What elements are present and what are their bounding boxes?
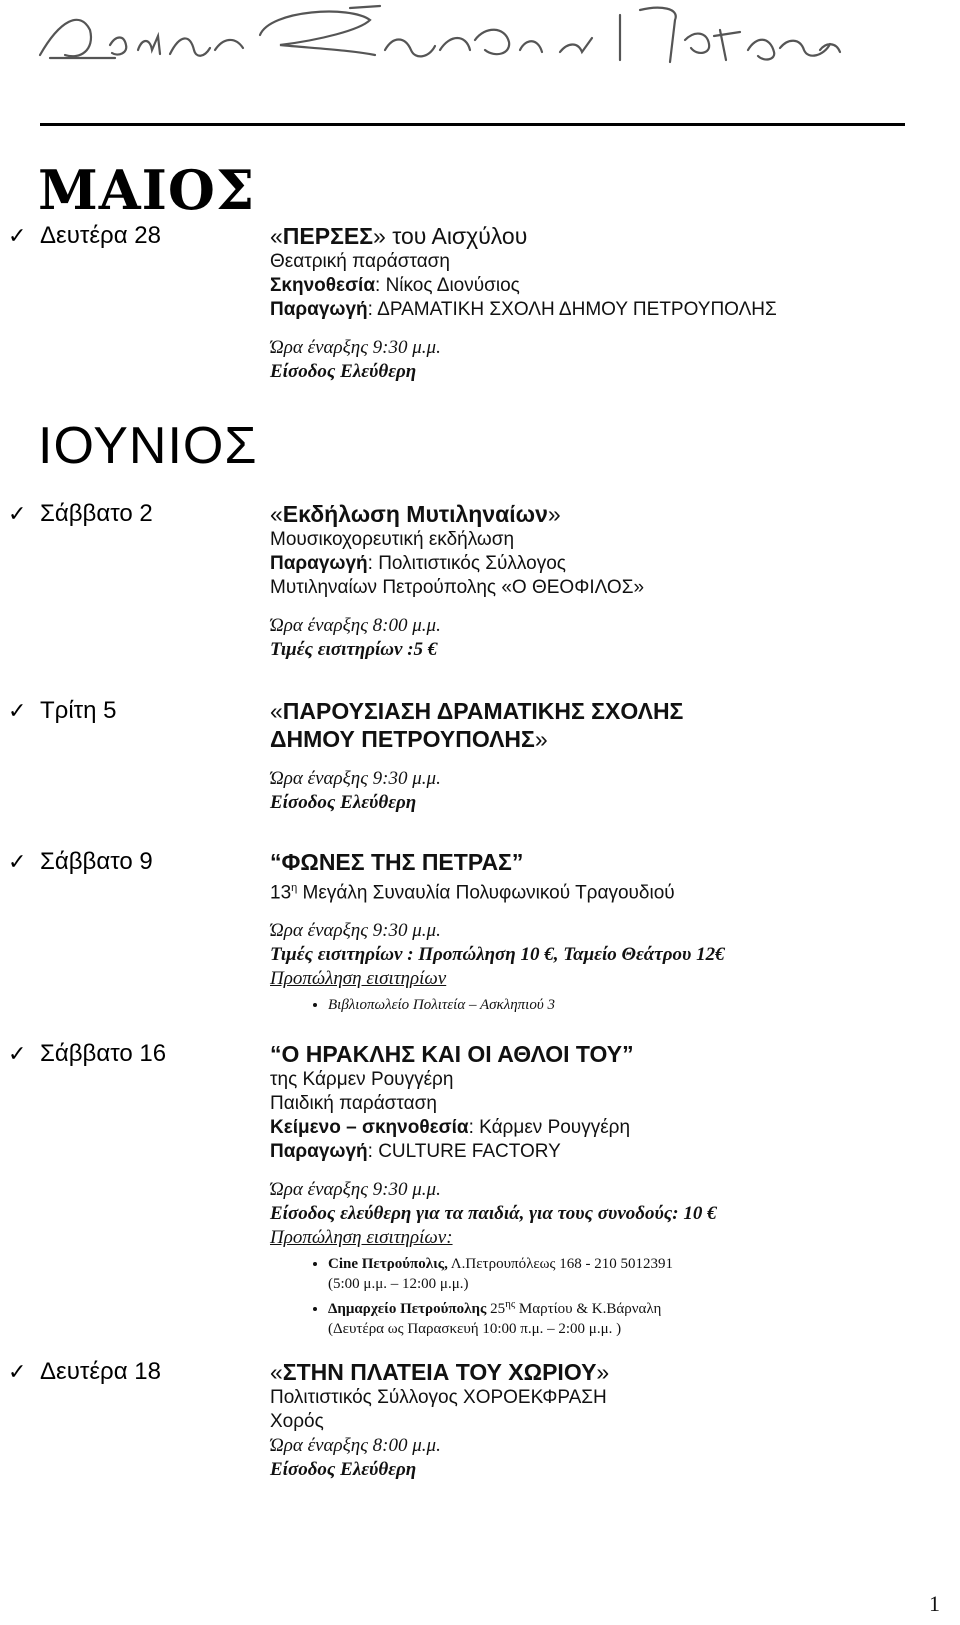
event-type: Παιδική παράσταση bbox=[270, 1093, 437, 1114]
event-day-5 bbox=[8, 1040, 166, 1068]
event-price: Τιμές εισιτηρίων :5 € bbox=[270, 639, 438, 660]
day-label: Σάββατο 16 bbox=[40, 1040, 167, 1067]
checkmark-icon: ✓ bbox=[8, 223, 27, 248]
event-time: Ώρα έναρξης 8:00 μ.μ. bbox=[270, 1435, 441, 1456]
event-presale: Προπώληση εισιτηρίων: bbox=[270, 1227, 453, 1248]
month-heading-june: ΙΟΥΝΙΟΣ bbox=[38, 417, 258, 475]
event-organizer: Πολιτιστικός Σύλλογος ΧΟΡΟΕΚΦΡΑΣΗ bbox=[270, 1387, 607, 1408]
event-day-2 bbox=[8, 500, 153, 528]
page-number: 1 bbox=[929, 1591, 940, 1616]
event-2 bbox=[270, 500, 900, 662]
event-time: Ώρα έναρξης 9:30 μ.μ. bbox=[270, 337, 441, 358]
presale-list bbox=[270, 1254, 900, 1339]
event-type: Θεατρική παράσταση bbox=[270, 251, 450, 272]
event-production: Παραγωγή: ΔΡΑΜΑΤΙΚΗ ΣΧΟΛΗ ΔΗΜΟΥ ΠΕΤΡΟΥΠΟΛΗΣ bbox=[270, 299, 777, 320]
event-title: «ΠΕΡΣΕΣ» του Αισχύλου bbox=[270, 223, 528, 249]
event-title: «Εκδήλωση Μυτιληναίων» bbox=[270, 501, 561, 527]
event-type: Μουσικοχορευτική εκδήλωση bbox=[270, 529, 515, 550]
event-day-6 bbox=[8, 1358, 161, 1386]
event-title: “Ο ΗΡΑΚΛΗΣ ΚΑΙ ΟΙ ΑΘΛΟΙ ΤΟΥ” bbox=[270, 1041, 634, 1067]
checkmark-icon: ✓ bbox=[8, 1359, 27, 1384]
list-item: • Δημαρχείο Πετρούπολης $25^{\eta\varsigma}$ Μαρτίου & Κ.Βάρναλη (Δευτέρα ως Παρασκευή 10:00 π.μ. – 2:00 μ.μ. ) bbox=[328, 1294, 900, 1339]
event-title-cont: ΔΗΜΟΥ ΠΕΤΡΟΥΠΟΛΗΣ» bbox=[270, 726, 548, 752]
event-time: Ώρα έναρξης 9:30 μ.μ. bbox=[270, 1179, 441, 1200]
event-time: Ώρα έναρξης 9:30 μ.μ. bbox=[270, 920, 441, 942]
event-production: Παραγωγή: Πολιτιστικός Σύλλογος bbox=[270, 553, 566, 574]
event-production-cont: Μυτιληναίων Πετρούπολης «Ο ΘΕΟΦΙΛΟΣ» bbox=[270, 577, 645, 598]
event-time: Ώρα έναρξης 9:30 μ.μ. bbox=[270, 768, 441, 789]
presale-list bbox=[270, 995, 900, 1015]
event-5 bbox=[270, 1040, 900, 1339]
event-entry: Είσοδος Ελεύθερη bbox=[270, 1459, 417, 1480]
event-entry: Είσοδος Ελεύθερη bbox=[270, 792, 417, 813]
list-item: • Βιβλιοπωλείο Πολιτεία – Ασκληπιού 3 bbox=[328, 995, 900, 1015]
event-time: Ώρα έναρξης 8:00 μ.μ. bbox=[270, 615, 441, 636]
event-subtitle: $13^\eta$ Μεγάλη Συναυλία Πολυφωνικού Τραγουδιού bbox=[270, 882, 675, 904]
month-heading-may: ΜΑΙΟΣ bbox=[38, 158, 256, 222]
event-6 bbox=[270, 1358, 900, 1482]
header-rule bbox=[40, 123, 905, 126]
event-4 bbox=[270, 848, 900, 1015]
event-1 bbox=[270, 222, 900, 384]
day-label: Σάββατο 9 bbox=[40, 848, 153, 875]
day-label: Δευτέρα 18 bbox=[40, 1358, 161, 1385]
checkmark-icon: ✓ bbox=[8, 501, 27, 526]
event-day-3 bbox=[8, 697, 117, 725]
event-3 bbox=[270, 697, 900, 815]
event-day-1 bbox=[8, 222, 161, 250]
day-label: Δευτέρα 28 bbox=[40, 222, 161, 249]
festival-logo bbox=[20, 0, 870, 75]
checkmark-icon: ✓ bbox=[8, 1041, 27, 1066]
event-day-4 bbox=[8, 848, 153, 876]
event-title: “ΦΩΝΕΣ ΤΗΣ ΠΕΤΡΑΣ” bbox=[270, 849, 524, 875]
day-label: Σάββατο 2 bbox=[40, 500, 153, 527]
event-price: Είσοδος ελεύθερη για τα παιδιά, για τους συνοδούς: 10 € bbox=[270, 1203, 717, 1224]
checkmark-icon: ✓ bbox=[8, 849, 27, 874]
event-title: «ΣΤΗΝ ΠΛΑΤΕΙΑ ΤΟΥ ΧΩΡΙΟΥ» bbox=[270, 1359, 610, 1385]
event-presale: Προπώληση εισιτηρίων bbox=[270, 968, 447, 990]
event-production: Παραγωγή: CULTURE FACTORY bbox=[270, 1141, 561, 1162]
day-label: Τρίτη 5 bbox=[40, 697, 117, 724]
event-entry: Είσοδος Ελεύθερη bbox=[270, 361, 417, 382]
checkmark-icon: ✓ bbox=[8, 698, 27, 723]
event-text-director: Κείμενο – σκηνοθεσία: Κάρμεν Ρουγγέρη bbox=[270, 1117, 631, 1138]
event-price: Τιμές εισιτηρίων : Προπώληση 10 €, Ταμείο Θεάτρου 12€ bbox=[270, 944, 725, 966]
event-title: «ΠΑΡΟΥΣΙΑΣΗ ΔΡΑΜΑΤΙΚΗΣ ΣΧΟΛΗΣ bbox=[270, 698, 684, 724]
event-director: Σκηνοθεσία: Νίκος Διονύσιος bbox=[270, 275, 520, 296]
event-type: Χορός bbox=[270, 1411, 324, 1432]
event-author: της Κάρμεν Ρουγγέρη bbox=[270, 1069, 454, 1090]
list-item: • Cine Πετρούπολις, Λ.Πετρουπόλεως 168 - 210 5012391 (5:00 μ.μ. – 12:00 μ.μ.) bbox=[328, 1254, 900, 1294]
